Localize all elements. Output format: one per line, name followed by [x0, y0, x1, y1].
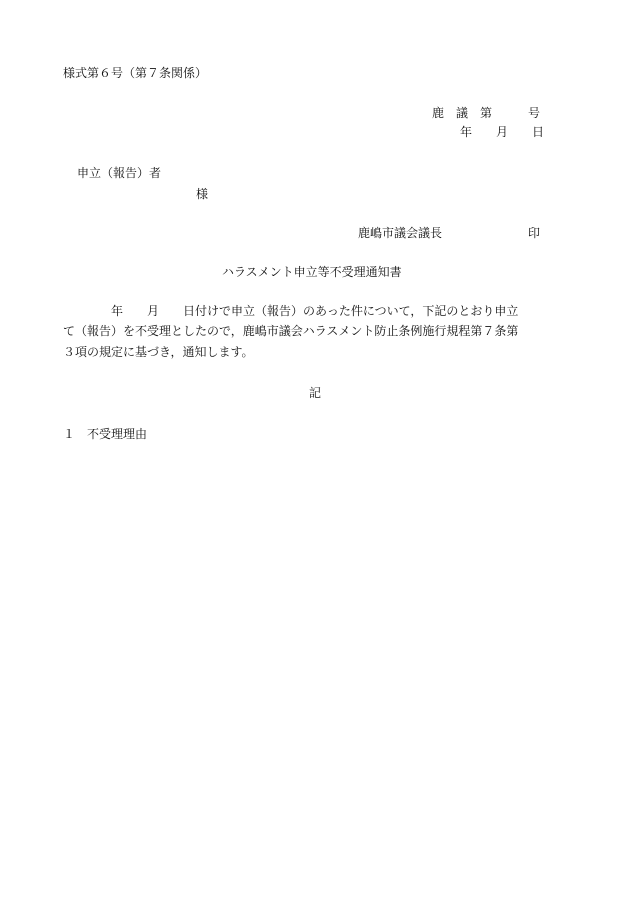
- recipient-honorific: 様: [196, 187, 209, 201]
- recipient-title: 申立（報告）者: [77, 166, 162, 180]
- sender-name: 鹿嶋市議会議長: [358, 226, 443, 240]
- form-label: 様式第６号（第７条関係）: [63, 66, 208, 80]
- body-line-3: ３項の規定に基づき，通知します。: [63, 345, 254, 359]
- ki-heading: 記: [309, 386, 322, 400]
- body-line-2: て（報告）を不受理としたので，鹿嶋市議会ハラスメント防止条例施行規程第７条第: [63, 324, 519, 338]
- list-item: １ 不受理理由: [63, 427, 148, 441]
- body-line-1: 年 月 日付けで申立（報告）のあった件について，下記のとおり申立: [63, 304, 519, 318]
- document-number: 鹿 議 第 号: [432, 106, 541, 120]
- document-title: ハラスメント申立等不受理通知書: [222, 265, 402, 279]
- document-date: 年 月 日: [460, 125, 545, 139]
- seal-mark: 印: [528, 226, 541, 240]
